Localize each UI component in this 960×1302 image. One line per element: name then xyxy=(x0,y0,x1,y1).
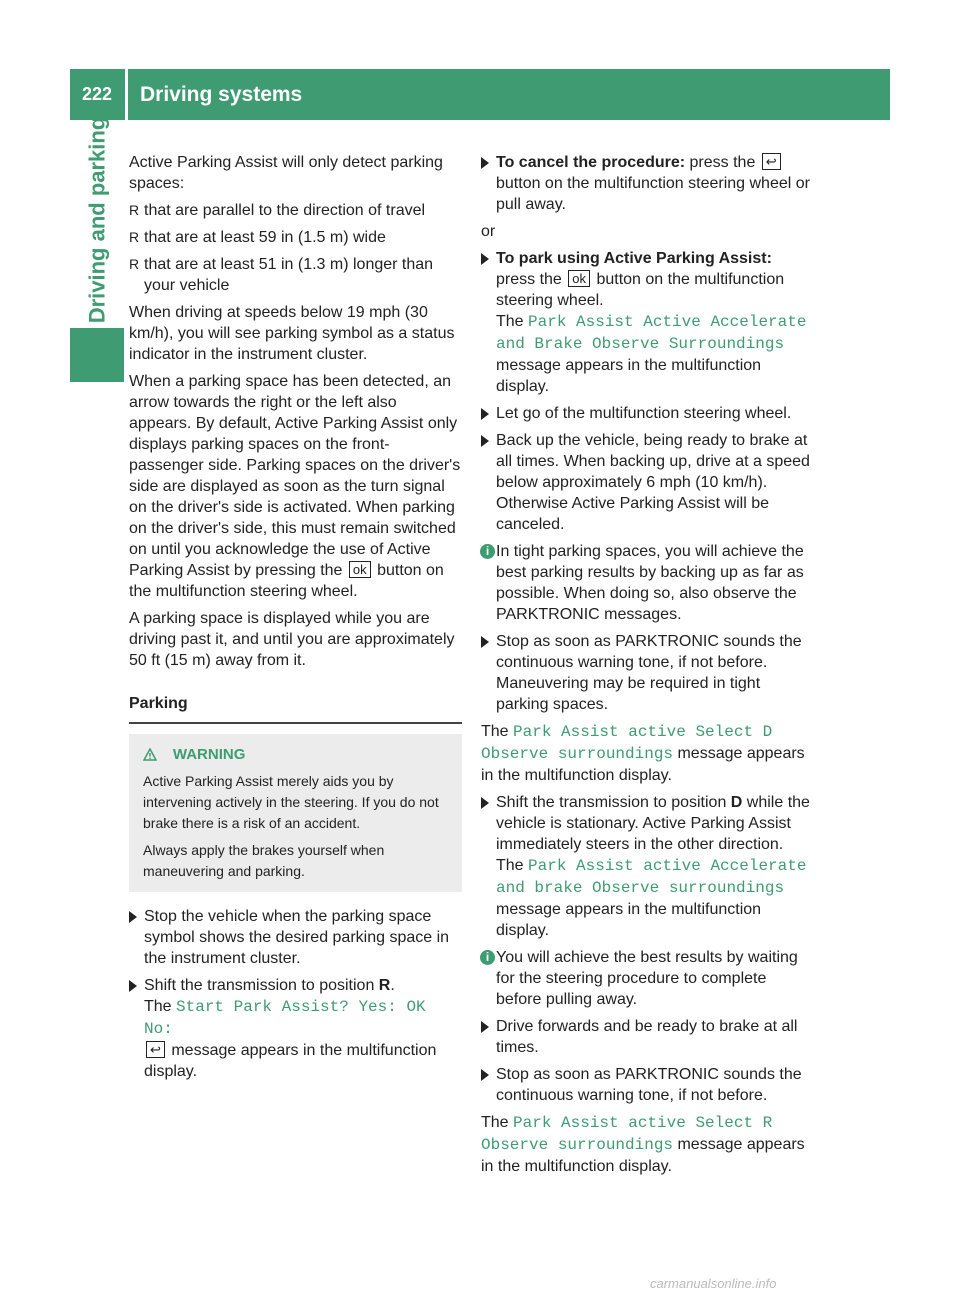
bullet-icon: R xyxy=(129,256,140,272)
step-item: Stop as soon as PARKTRONIC sounds the continuous warning tone, if not before. Maneuvering may be required in tight parking spaces. xyxy=(481,631,814,715)
list-item: R that are parallel to the direction of travel xyxy=(129,202,426,219)
back-key-icon: ↩ xyxy=(762,153,781,170)
step-item: Shift the transmission to position D while the vehicle is stationary. Active Parking Assist immediately steers in the other direction. The Park Assist active Accelerate and brake Observe surroundings message appears in the multifunction display. xyxy=(481,792,814,941)
bullet-icon: R xyxy=(129,229,140,245)
step-arrow-icon xyxy=(481,405,489,426)
bullet-icon: R xyxy=(129,202,140,218)
ok-key-icon: ok xyxy=(349,561,371,578)
intro-paragraph: Active Parking Assist will only detect parking spaces: xyxy=(129,154,443,192)
list-item: R that are at least 51 in (1.3 m) longer than your vehicle xyxy=(129,256,434,294)
warning-box xyxy=(129,734,462,892)
step-arrow-icon xyxy=(481,1066,489,1087)
step-arrow-icon xyxy=(129,977,137,998)
info-note: i In tight parking spaces, you will achieve the best parking results by backing up as far as possible. When doing so, also observe the PARKTRONIC messages. xyxy=(481,541,814,625)
left-column xyxy=(129,152,462,1088)
step-arrow-icon xyxy=(129,908,137,929)
step-arrow-icon xyxy=(481,250,489,271)
speed-paragraph: When driving at speeds below 19 mph (30 km/h), you will see parking symbol as a status indicator in the instrument cluster. xyxy=(129,304,455,363)
warning-text: Always apply the brakes yourself when maneuvering and parking. xyxy=(143,842,385,879)
header-divider xyxy=(125,69,128,120)
side-tab xyxy=(70,116,124,323)
step-item: To park using Active Parking Assist: press the ok button on the multifunction steering wheel. The Park Assist Active Accelerate and Brake Observe Surroundings message appears in the multifunction display. xyxy=(481,248,814,397)
step-item: Stop as soon as PARKTRONIC sounds the continuous warning tone, if not before. xyxy=(481,1064,814,1106)
info-note: i You will achieve the best results by waiting for the steering procedure to complete before pulling away. xyxy=(481,947,814,1010)
display-message: Park Assist active Select R Observe surroundings xyxy=(481,1114,773,1154)
step-item: Drive forwards and be ready to brake at all times. xyxy=(481,1016,814,1058)
warning-triangle-icon xyxy=(143,748,157,761)
display-message: Park Assist active Select D Observe surroundings xyxy=(481,723,773,763)
step-item: To cancel the procedure: press the ↩ button on the multifunction steering wheel or pull away. xyxy=(481,152,814,215)
warning-text: Active Parking Assist merely aids you by intervening actively in the steering. If you do not brake there is a risk of an accident. xyxy=(143,773,439,831)
step-arrow-icon xyxy=(481,633,489,654)
right-column xyxy=(481,152,814,1183)
step-item: Let go of the multifunction steering wheel. xyxy=(481,403,814,424)
display-message: Start Park Assist? Yes: OK No: xyxy=(144,998,426,1038)
back-key-icon: ↩ xyxy=(146,1041,165,1058)
step-item: Stop the vehicle when the parking space symbol shows the desired parking space in the instrument cluster. xyxy=(129,906,462,969)
parking-heading: Parking xyxy=(129,693,462,724)
message-paragraph: The Park Assist active Select R Observe surroundings message appears in the multifunction display. xyxy=(481,1114,805,1175)
detection-paragraph: When a parking space has been detected, an arrow towards the right or the left also appears. By default, Active Parking Assist only displays parking spaces on the front-passenger side. Parking spaces on the driver's side are displayed as soon as the turn signal on the driver's side is activated. When parking on the driver's side, this must remain switched on until you acknowledge the use of Active Parking Assist by pressing the ok button on the multifunction steering wheel. xyxy=(129,373,461,600)
message-paragraph: The Park Assist active Select D Observe surroundings message appears in the multifunction display. xyxy=(481,723,805,784)
list-item: R that are at least 59 in (1.5 m) wide xyxy=(129,229,386,246)
step-arrow-icon xyxy=(481,1018,489,1039)
display-paragraph: A parking space is displayed while you are driving past it, and until you are approximately 50 ft (15 m) away from it. xyxy=(129,610,455,669)
info-icon: i xyxy=(480,950,495,965)
step-arrow-icon xyxy=(481,154,489,175)
section-title: Driving systems xyxy=(140,82,303,106)
page-number: 222 xyxy=(81,84,113,104)
step-item: Shift the transmission to position R. The Start Park Assist? Yes: OK No: ↩ message appears in the multifunction display. xyxy=(129,975,462,1082)
ok-key-icon: ok xyxy=(568,270,590,287)
display-message: Park Assist Active Accelerate and Brake Observe Surroundings xyxy=(496,313,807,353)
or-text: or xyxy=(481,223,496,240)
watermark: carmanualsonline.info xyxy=(650,1276,777,1291)
step-arrow-icon xyxy=(481,432,489,453)
display-message: Park Assist active Accelerate and brake Observe surroundings xyxy=(496,857,807,897)
side-tab-label: Driving and parking xyxy=(84,116,109,323)
step-item: Back up the vehicle, being ready to brake at all times. When backing up, drive at a speed below approximately 6 mph (10 km/h). Otherwise Active Parking Assist will be canceled. xyxy=(481,430,814,535)
info-icon: i xyxy=(480,544,495,559)
warning-title: WARNING xyxy=(172,746,246,763)
step-arrow-icon xyxy=(481,794,489,815)
side-tab-marker xyxy=(70,328,124,382)
